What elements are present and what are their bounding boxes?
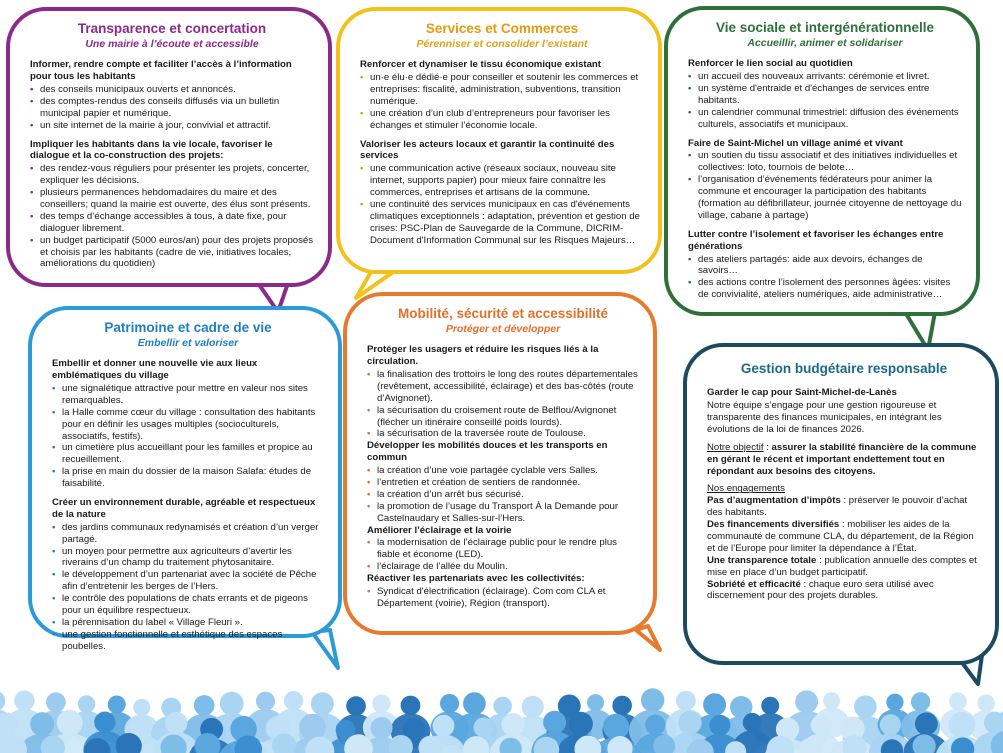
section-title: Développer les mobilités douces et les transports en commun (367, 440, 608, 464)
vie-sociale-section (688, 229, 962, 301)
services-section (360, 139, 644, 247)
section-title: Améliorer l’éclairage et la voirie (367, 524, 512, 536)
list-item: • un moyen pour permettre aux agriculteurs d’avertir les riverains d’un champ du traitement phytosanitaire. (52, 546, 324, 570)
list-item: • une gestion fonctionnelle et esthétique des espaces poubelles. (52, 629, 324, 653)
section-title: Embellir et donner une nouvelle vie aux lieux emblématiques du village (52, 358, 258, 382)
vie-sociale-bubble (664, 6, 980, 316)
list-item: • un soutien du tissu associatif et des initiatives individuelles et collectives: loto, tournois de belote… (688, 150, 962, 174)
list-item: • un·e élu·e dédié·e pour conseiller et soutenir les commerces et entreprises: fiscalité, administration, subventions, transition numérique. (360, 72, 644, 108)
budget-bubble (683, 343, 999, 665)
list-item: • un budget participatif (5000 euros/an) pour des projets proposés et choisis par les habitants (cadre de vie, initiatives locales, améliorations du quotidien) (30, 235, 314, 271)
list-item: • la pérennisation du label « Village Fleuri ». (52, 617, 324, 629)
transparence-bubble (6, 7, 332, 287)
vie-sociale-section (688, 138, 962, 222)
list-item: • plusieurs permanences hebdomadaires du maire et des conseillers; quand la mairie est ouverte, des élus sont présents. (30, 187, 314, 211)
engagement-label: Une transparence totale (707, 554, 817, 566)
engagement-item: Des financements diversifiés : mobiliser les aides de la communauté de commune CLA, du département, de la Région et de l’Europe pour limiter la dépendance à l’État. (707, 519, 974, 554)
mobilite-bubble-tail (636, 626, 660, 650)
list-item: • la sécurisation de la traversée route de Toulouse. (367, 428, 639, 440)
section-title: Protéger les usagers et réduire les risques liés à la circulation. (367, 344, 599, 368)
mobilite-section (367, 525, 639, 574)
list-item: • un site internet de la mairie à jour, convivial et attractif. (30, 120, 314, 132)
vie-sociale-title: Vie sociale et intergénérationnelle (715, 20, 935, 35)
vie-sociale-subtitle: Accueillir, animer et solidariser (747, 37, 903, 50)
engagement-text: publication annuelle des comptes et mise en place d’un budget participatif. (707, 554, 977, 578)
section-title: Informer, rendre compte et faciliter l’accès à l’information pour tous les habitants (30, 59, 292, 83)
budget-title: Gestion budgétaire responsable (740, 361, 948, 376)
engagement-text: chaque euro sera utilisé avec discernement pour des projets durables. (707, 578, 934, 602)
bullet-list (360, 72, 644, 131)
engagement-label: Des financements diversifiés (707, 519, 840, 531)
mobilite-section (367, 440, 639, 524)
section-title: Impliquer les habitants dans la vie locale, favoriser le dialogue et la co-construction des projets: (30, 138, 273, 162)
list-item: • un calendrier communal trimestriel: diffusion des événements culturels, associatifs et municipaux. (688, 107, 962, 131)
budget-objective: Notre objectif : assurer la stabilité financière de la commune en gérant le récent et important endettement tout en répondant aux besoins des citoyens. (707, 441, 977, 477)
transparence-title: Transparence et concertation (77, 21, 267, 36)
patrimoine-bubble (28, 306, 342, 652)
transparence-section (30, 59, 314, 131)
bullet-list (688, 254, 962, 302)
list-item: • un cimetière plus accueillant pour les familles et propice au recueillement. (52, 442, 324, 466)
list-item: • une communication active (réseaux sociaux, nouveau site internet, supports papier) pour mieux faire connaître les commerces, entreprises et artisans de la commune. (360, 163, 644, 199)
list-item: • des actions contre l’isolement des personnes âgées: visites de convivialité, ateliers numériques, aide administrative… (688, 277, 962, 301)
list-item: • l’entretien et création de sentiers de randonnée. (367, 477, 639, 489)
section-title: Faire de Saint-Michel un village animé et vivant (688, 137, 903, 149)
bullet-list (30, 163, 314, 270)
bullet-list (30, 84, 314, 132)
bullet-list (52, 383, 324, 490)
list-item: • un accueil des nouveaux arrivants: cérémonie et livret. (688, 71, 962, 83)
patrimoine-section (52, 497, 324, 653)
list-item: • la création d’une voie partagée cyclable vers Salles. (367, 465, 639, 477)
list-item: • la modernisation de l’éclairage public pour le rendre plus fiable et économe (LED). (367, 537, 639, 561)
list-item: • des jardins communaux redynamisés et création d’un verger partagé. (52, 522, 324, 546)
engagement-text: mobiliser les aides de la communauté de commune CLA, du département, de la Région et de l’Europe pour limiter la dépendance à l’État. (707, 519, 974, 554)
engagements-label: Nos engagements (707, 483, 785, 495)
engagement-text: préserver le pouvoir d’achat des habitants. (707, 495, 968, 519)
list-item: • le développement d’un partenariat avec la société de Pêche afin d’entretenir les berges de l’Hers. (52, 569, 324, 593)
mobilite-section (367, 573, 639, 610)
patrimoine-title: Patrimoine et cadre de vie (104, 320, 272, 335)
list-item: • le contrôle des populations de chats errants et de pigeons pour un équilibre respectueux. (52, 593, 324, 617)
bullet-list (688, 71, 962, 130)
bullet-list (367, 465, 639, 524)
patrimoine-subtitle: Embellir et valoriser (137, 337, 239, 350)
list-item: • une continuité des services municipaux en cas d'événements climatiques exceptionnels : adaptation, prévention et gestion de crises: PSC-Plan de Sauvegarde de la Commune, DICRIM-Document d'Information Communal sur les Risques Majeurs… (360, 199, 644, 247)
transparence-section (30, 139, 314, 271)
section-title: Renforcer le lien social au quotidien (688, 58, 853, 70)
list-item: • des comptes-rendus des conseils diffusés via un bulletin municipal papier et numérique. (30, 96, 314, 120)
engagement-item: Sobriété et efficacité : chaque euro sera utilisé avec discernement pour des projets durables. (707, 578, 934, 602)
bullet-list (52, 522, 324, 653)
engagement-label: Sobriété et efficacité (707, 578, 801, 590)
list-item: • des temps d’échange accessibles à tous, à date fixe, pour dialoguer librement. (30, 211, 314, 235)
list-item: • la finalisation des trottoirs le long des routes départementales (revêtement, accessibilité, éclairage) et des bas-côtés (route d’Avignonet). (367, 369, 639, 405)
mobilite-subtitle: Protéger et développer (445, 323, 561, 336)
section-title: Renforcer et dynamiser le tissu économique existant (360, 59, 601, 71)
list-item: • l’organisation d’événements fédérateurs pour animer la commune et encourager la participation des habitants (formation au défibrillateur, journée citoyenne de nettoyage du village, cabane à partage) (688, 174, 962, 222)
list-item: • la sécurisation du croisement route de Belflou/Avignonet (flécher un itinéraire conseillé poids lourds). (367, 405, 639, 429)
objective-label: Notre objectif (707, 441, 764, 453)
services-title: Services et Commerces (425, 21, 579, 36)
bullet-list (367, 537, 639, 573)
list-item: • un système d'entraide et d'échanges de services entre habitants. (688, 83, 962, 107)
services-bubble (336, 7, 662, 274)
vie-sociale-section (688, 58, 962, 130)
section-title: Valoriser les acteurs locaux et garantir la continuité des services (360, 138, 615, 162)
engagement-item: Une transparence totale : publication annuelle des comptes et mise en place d’un budget participatif. (707, 554, 977, 578)
objective-text: assurer la stabilité financière de la commune en gérant le récent et important endettement tout en répondant aux besoins des citoyens. (707, 441, 977, 477)
section-title: Réactiver les partenariats avec les collectivités: (367, 573, 585, 585)
list-item: • une signalétique attractive pour mettre en valeur nos sites remarquables. (52, 383, 324, 407)
patrimoine-section (52, 358, 324, 490)
transparence-subtitle: Une mairie à l’écoute et accessible (85, 38, 259, 51)
list-item: • des rendez-vous réguliers pour présenter les projets, concerter, expliquer les décisions. (30, 163, 314, 187)
engagement-label: Pas d’augmentation d’impôts (707, 495, 841, 507)
services-section (360, 59, 644, 131)
list-item: • des ateliers partagés: aide aux devoirs, échanges de savoirs… (688, 254, 962, 278)
list-item: • l’éclairage de l’allée du Moulin. (367, 561, 639, 573)
mobilite-title: Mobilité, sécurité et accessibilité (397, 306, 609, 321)
services-subtitle: Pérenniser et consolider l’existant (416, 38, 588, 51)
list-item: • une création d’un club d’entrepreneurs pour favoriser les échanges et stimuler l’économie locale. (360, 108, 644, 132)
list-item: • Syndicat d'électrification (éclairage). Com com CLA et Département (voirie), Région (transport). (367, 586, 639, 610)
bullet-list (688, 150, 962, 221)
bullet-list (367, 586, 639, 610)
budget-intro: Notre équipe s’engage pour une gestion rigoureuse et transparente des finances municipales, en intégrant les évolutions de la loi de finances 2026. (707, 400, 942, 435)
mobilite-bubble (343, 292, 657, 635)
section-title: Créer un environnement durable, agréable et respectueux de la nature (52, 497, 316, 520)
budget-heading: Garder le cap pour Saint-Michel-de-Lanès (707, 387, 897, 399)
bullet-list (360, 163, 644, 246)
section-title: Lutter contre l’isolement et favoriser les échanges entre générations (688, 228, 944, 252)
list-item: • des conseils municipaux ouverts et annoncés. (30, 84, 314, 96)
mobilite-section (367, 344, 639, 440)
list-item: • la Halle comme cœur du village : consultation des habitants pour en définir les usages multiples (socioculturels, associatifs, festifs). (52, 407, 324, 443)
list-item: • la promotion de l’usage du Transport À la Demande pour Castelnaudary et Salles-sur-l’Hers. (367, 501, 639, 525)
bullet-list (367, 369, 639, 440)
list-item: • la création d’un arrêt bus sécurisé. (367, 489, 639, 501)
list-item: • la prise en main du dossier de la maison Salafa: études de faisabilité. (52, 466, 324, 490)
engagement-item: Pas d’augmentation d’impôts : préserver le pouvoir d’achat des habitants. (707, 495, 968, 519)
